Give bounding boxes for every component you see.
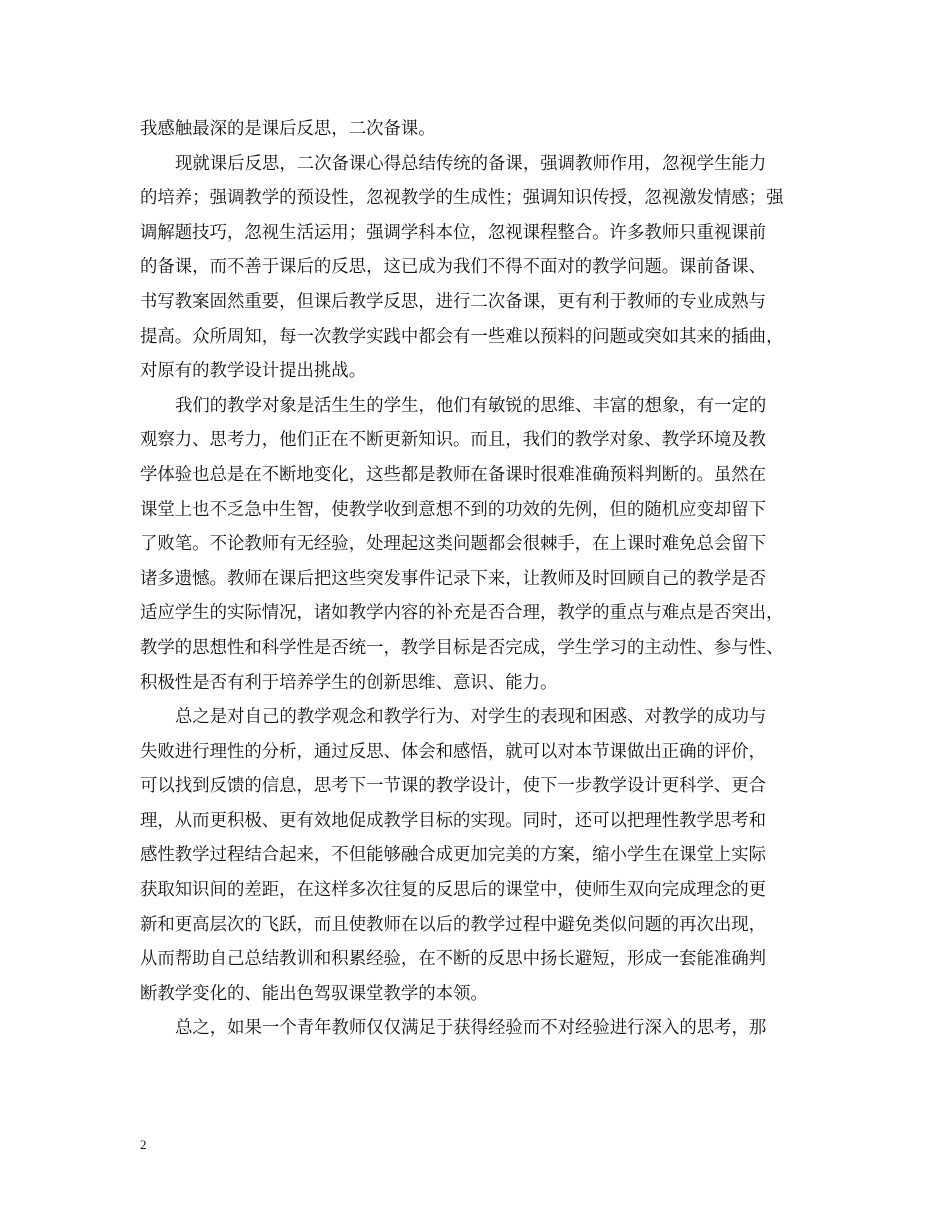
text-line: 新和更高层次的飞跃，而且使教师在以后的教学过程中避免类似问题的再次出现， xyxy=(140,914,767,935)
text-line: 了败笔。不论教师有无经验，处理起这类问题都会很棘手，在上课时难免总会留下 xyxy=(140,534,767,555)
text-line: 学体验也总是在不断地变化，这些都是教师在备课时很难准确预料判断的。虽然在 xyxy=(140,464,767,485)
document-body xyxy=(140,112,830,1046)
text-line: 获取知识间的差距，在这样多次往复的反思后的课堂中，使师生双向完成理念的更 xyxy=(140,880,767,901)
text-line: 失败进行理性的分析，通过反思、体会和感悟，就可以对本节课做出正确的评价， xyxy=(140,741,767,762)
text-line: 我感触最深的是课后反思，二次备课。 xyxy=(140,119,436,139)
text-line: 诸多遗憾。教师在课后把这些突发事件记录下来，让教师及时回顾自己的教学是否 xyxy=(140,568,767,589)
text-line: 现就课后反思，二次备课心得总结传统的备课，强调教师作用，忽视学生能力 xyxy=(175,153,767,174)
text-line: 从而帮助自己总结教训和积累经验，在不断的反思中扬长避短，形成一套能准确判 xyxy=(140,949,767,970)
page-number: 2 xyxy=(140,1137,147,1152)
text-line: 感性教学过程结合起来，不但能够融合成更加完美的方案，缩小学生在课堂上实际 xyxy=(140,845,767,866)
text-line: 的备课，而不善于课后的反思，这已成为我们不得不面对的教学问题。课前备课、 xyxy=(140,257,767,278)
text-line: 教学的思想性和科学性是否统一，教学目标是否完成，学生学习的主动性、参与性、 xyxy=(140,637,784,658)
text-line: 积极性是否有利于培养学生的创新思维、意识、能力。 xyxy=(140,672,558,693)
text-line: 适应学生的实际情况，诸如教学内容的补充是否合理，教学的重点与难点是否突出， xyxy=(140,603,784,624)
text-line: 对原有的教学设计提出挑战。 xyxy=(140,361,367,382)
text-line: 我们的教学对象是活生生的学生，他们有敏锐的思维、丰富的想象，有一定的 xyxy=(175,395,767,416)
text-line: 理，从而更积极、更有效地促成教学目标的实现。同时，还可以把理性教学思考和 xyxy=(140,810,767,831)
text-line: 的培养；强调教学的预设性，忽视教学的生成性；强调知识传授，忽视激发情感；强 xyxy=(140,188,784,209)
text-line: 调解题技巧，忽视生活运用；强调学科本位，忽视课程整合。许多教师只重视课前 xyxy=(140,222,767,243)
text-line: 观察力、思考力，他们正在不断更新知识。而且，我们的教学对象、教学环境及教 xyxy=(140,430,767,451)
text-line: 总之是对自己的教学观念和教学行为、对学生的表现和困惑、对教学的成功与 xyxy=(175,707,767,728)
text-line: 可以找到反馈的信息，思考下一节课的教学设计，使下一步教学设计更科学、更合 xyxy=(140,776,767,797)
text-line: 书写教案固然重要，但课后教学反思，进行二次备课，更有利于教师的专业成熟与 xyxy=(140,291,767,312)
text-line: 课堂上也不乏急中生智，使教学收到意想不到的功效的先例，但的随机应变却留下 xyxy=(140,499,767,520)
text-line: 提高。众所周知，每一次教学实践中都会有一些难以预料的问题或突如其来的插曲， xyxy=(140,326,784,347)
text-line: 总之，如果一个青年教师仅仅满足于获得经验而不对经验进行深入的思考，那 xyxy=(175,1018,767,1039)
text-line: 断教学变化的、能出色驾驭课堂教学的本领。 xyxy=(140,983,488,1004)
